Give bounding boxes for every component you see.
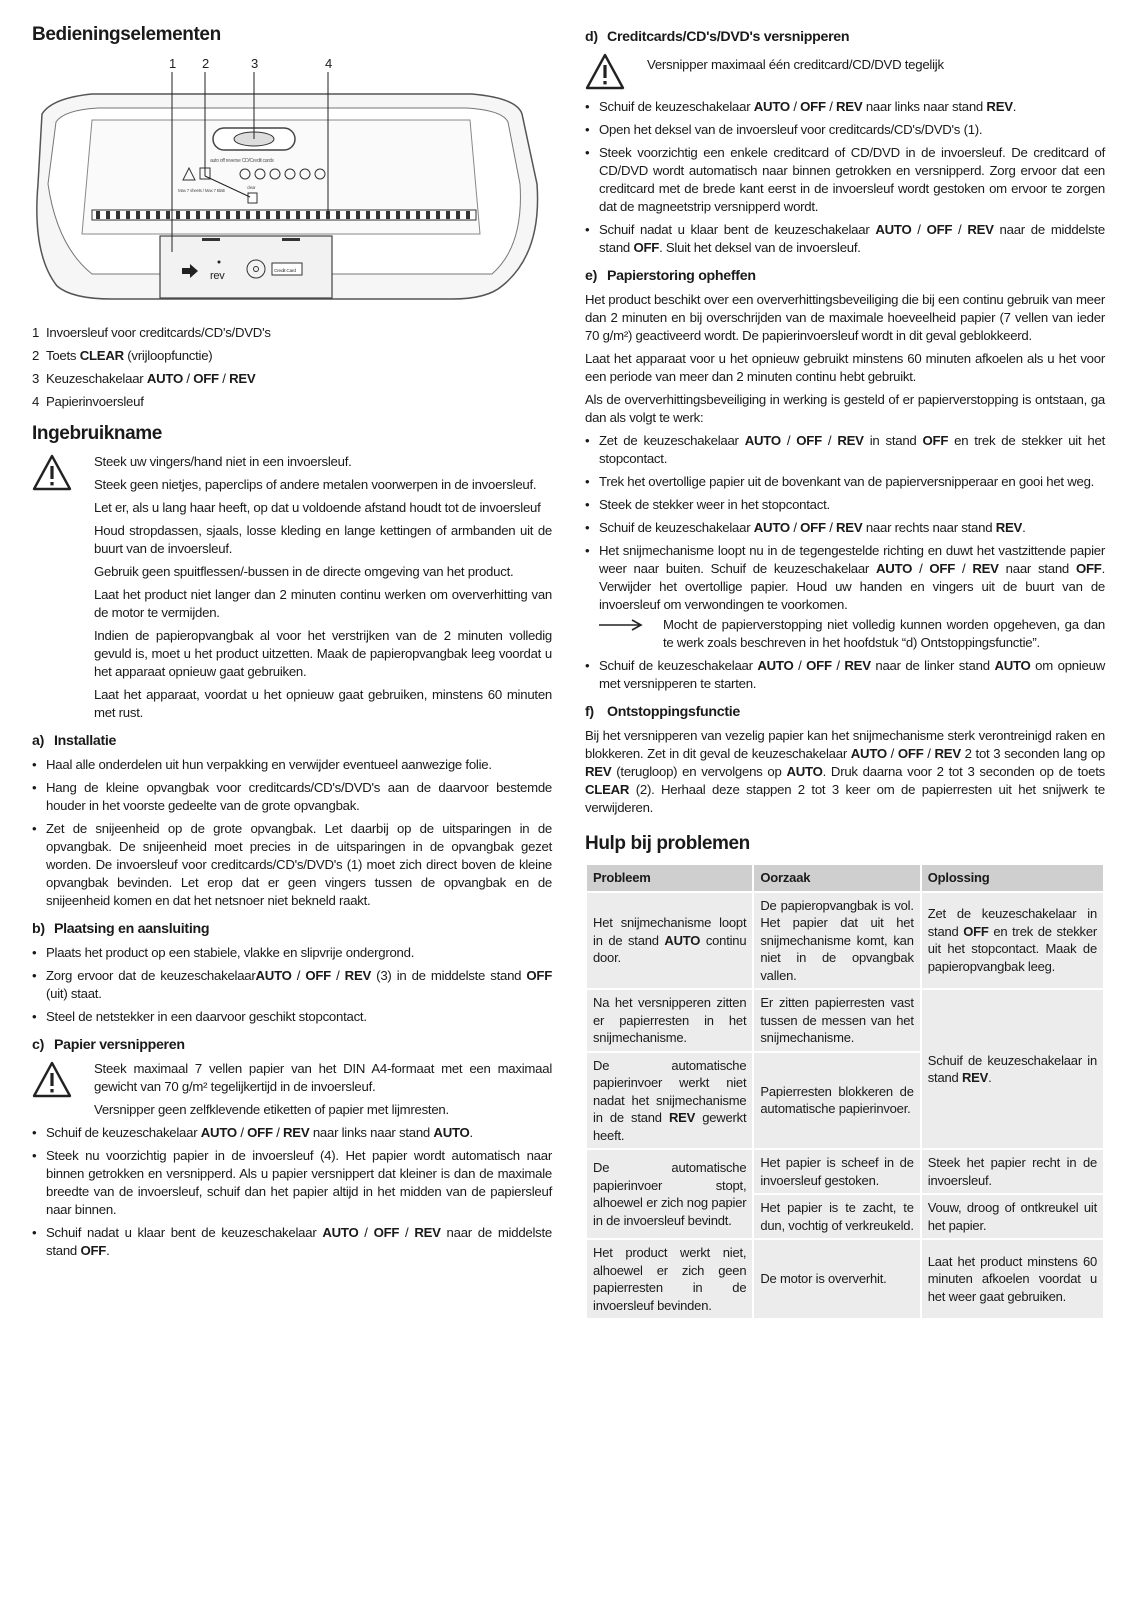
warning-text-7: Indien de papieropvangbak al voor het verstrijken van de 2 minuten volledig gevuld is, moet u het product uitzetten. Maak de papieropvangbak leeg voordat u het apparaat opnieuw gaat gebruiken. (94, 628, 552, 679)
warning-text-8: Laat het apparaat, voordat u het opnieuw gaat gebruiken, minstens 60 minuten met rust. (94, 687, 552, 720)
list-item: • Zorg ervoor dat de keuzeschakelaarAUTO / OFF / REV (3) in de middelste stand OFF (uit) staat. (32, 967, 552, 1003)
list-item: • Steel de netstekker in een daarvoor geschikt stopcontact. (32, 1008, 552, 1026)
callout-4: 4 (325, 56, 332, 71)
heading-installation: a) Installatie (32, 733, 117, 749)
list-item: • Schuif de keuzeschakelaar AUTO / OFF / REV naar rechts naar stand REV. (585, 519, 1105, 537)
clear-button-illustration (248, 193, 257, 203)
installation-list (32, 756, 552, 910)
warning-text-3: Let er, als u lang haar heeft, op dat u voldoende afstand houdt tot de invoersleuf (94, 500, 541, 515)
heading-troubleshooting: Hulp bij problemen (585, 833, 750, 854)
table-cell: De automatische papierinvoer stopt, alhoewel er zich nog papier in de invoersleuf bevindt. (586, 1149, 753, 1239)
list-item: • Haal alle onderdelen uit hun verpakking en verwijder eventueel aanwezige folie. (32, 756, 552, 774)
heading-cards: d) Creditcards/CD's/DVD's versnipperen (585, 29, 850, 45)
list-item: • Schuif de keuzeschakelaar AUTO / OFF / REV naar links naar stand AUTO. (32, 1124, 552, 1142)
heading-start: Ingebruikname (32, 423, 162, 444)
switch-caption: auto off reverse CD/Credit cards (210, 158, 274, 164)
warning-block-paper (32, 1060, 552, 1119)
list-item: • Steek voorzichtig een enkele creditcard of CD/DVD in de invoersleuf. De creditcard of CD/DVD wordt automatisch naar binnen getrokken en versnipperd. Zorg ervoor dat een creditcard met de brede kant eerst in de invoersleuf wordt gestoken om ervoor te zorgen dat de magneetstrip versnipperd wordt. (585, 144, 1105, 216)
list-item: • Schuif nadat u klaar bent de keuzeschakelaar AUTO / OFF / REV naar de middelste stand OFF. (32, 1224, 552, 1260)
callout-2: 2 (202, 56, 209, 71)
warning-text-1: Steek uw vingers/hand niet in een invoersleuf. (94, 454, 352, 469)
table-cell: De automatische papierinvoer werkt niet nadat het snijmechanisme in de stand REV gewerkt heeft. (586, 1052, 753, 1150)
list-item: • Het snijmechanisme loopt nu in de tegengestelde richting en duwt het vastzittende papier weer naar buiten. Schuif de keuzeschakelaar AUTO / OFF / REV naar stand OFF. Verwijder het overtollige papier. Houd uw handen en vingers uit de buurt van de invoersleuf om verwondingen te voorkomen. Mocht de papierverstopping niet volledig kunnen worden opgeheven, ga dan te werk zoals beschreven in het hoofdstuk “d) Ontstoppingsfunctie”. (585, 542, 1105, 652)
heading-shredding-paper: c) Papier versnipperen (32, 1037, 185, 1053)
table-cell: Laat het product minstens 60 minuten afkoelen voordat u het weer gaat gebruiken. (921, 1239, 1104, 1319)
list-item: • Schuif de keuzeschakelaar AUTO / OFF / REV naar links naar stand REV. (585, 98, 1105, 116)
paragraph: Als de oververhittingsbeveiliging in werking is gesteld of er papierverstopping is ontstaan, ga dan als volgt te werk: (585, 392, 1105, 425)
list-item: • Zet de keuzeschakelaar AUTO / OFF / REV in stand OFF en trek de stekker uit het stopcontact. (585, 432, 1105, 468)
warning-text: Versnipper geen zelfklevende etiketten of papier met lijmresten. (94, 1102, 449, 1117)
control-item-4: 4 Papierinvoersleuf (32, 394, 144, 409)
table-row (586, 892, 1104, 990)
list-item: • Steek de stekker weer in het stopcontact. (585, 496, 1105, 514)
warning-text: Steek maximaal 7 vellen papier van het DIN A4-formaat met een maximaal gewicht van 70 g/m² tegelijkertijd in de invoersleuf. (94, 1061, 552, 1094)
control-item-2: 2 Toets CLEAR (vrijloopfunctie) (32, 348, 213, 363)
list-item: • Open het deksel van de invoersleuf voor creditcards/CD's/DVD's (1). (585, 121, 1105, 139)
heading-unblock: f) Ontstoppingsfunctie (585, 704, 741, 720)
table-cell: Vouw, droog of ontkreukel uit het papier. (921, 1194, 1104, 1239)
table-cell: Er zitten papierresten vast tussen de messen van het snijmechanisme. (753, 989, 920, 1052)
warning-text: Versnipper maximaal één creditcard/CD/DVD tegelijk (647, 57, 944, 72)
heading-paper-jam: e) Papierstoring opheffen (585, 268, 756, 284)
warning-text-2: Steek geen nietjes, paperclips of andere metalen voorwerpen in de invoersleuf. (94, 477, 537, 492)
warning-block-start (32, 453, 552, 722)
column-header: Oorzaak (753, 864, 920, 892)
table-cell: Steek het papier recht in de invoersleuf. (921, 1149, 1104, 1194)
placement-list (32, 944, 552, 1026)
callout-1: 1 (169, 56, 176, 71)
cards-list (585, 98, 1105, 257)
control-item-3: 3 Keuzeschakelaar AUTO / OFF / REV (32, 371, 256, 386)
control-item-1: 1 Invoersleuf voor creditcards/CD's/DVD's (32, 325, 271, 340)
troubleshooting-table (585, 863, 1105, 1320)
table-cell: Het papier is scheef in de invoersleuf gestoken. (753, 1149, 920, 1194)
table-cell: De motor is oververhit. (753, 1239, 920, 1319)
table-row (586, 989, 1104, 1052)
warning-block-cards (585, 52, 1105, 92)
paragraph: Het product beschikt over een oververhittingsbeveiliging die bij een continu gebruik van meer dan 2 minuten en bij overschrijden van de maximale hoeveelheid papier (7 vellen van ieder 70 g/m²) geactiveerd wordt. De papierinvoersleuf wordt in dit geval geblokkeerd. (585, 292, 1105, 343)
list-item: • Plaats het product op een stabiele, vlakke en slipvrije ondergrond. (32, 944, 552, 962)
credit-card-label: Credit Card (274, 269, 296, 274)
paragraph: Bij het versnipperen van vezelig papier kan het snijmechanisme sterk verontreinigd raken en blokkeren. Zet in dit geval de keuzeschakelaar AUTO / OFF / REV 2 tot 3 seconden lang op REV (terugloop) en vervolgens op AUTO. Druk daarna voor 2 tot 3 seconden op de toets CLEAR (2). Herhaal deze stappen 2 tot 3 keer om de papierresten uit het snijwerk te verwijderen. (585, 728, 1105, 815)
list-item: • Zet de snijeenheid op de grote opvangbak. Let daarbij op de uitsparingen in de opvangbak. De snijeenheid moet precies in de uitsparingen in de opvangbak gezet worden. De invoersleuf voor creditcards/CD's/DVD's (1) moet zich direct boven de kleine opvangbak bevinden. Let erop dat er geen vingers tussen de opvangbak en de snijeenheid komen en dat het netsnoer niet bekneld raakt. (32, 820, 552, 910)
note: Mocht de papierverstopping niet volledig kunnen worden opgeheven, ga dan te werk zoals beschreven in het hoofdstuk “d) Ontstoppingsfunctie”. (599, 616, 1105, 652)
column-header: Oplossing (921, 864, 1104, 892)
right-column (585, 26, 1105, 1320)
rev-label: rev (210, 270, 225, 282)
table-cell: Zet de keuzeschakelaar in stand OFF en trek de stekker uit het stopcontact. Maak de papieropvangbak leeg. (921, 892, 1104, 990)
list-item: • Trek het overtollige papier uit de bovenkant van de papierversnipperaar en gooi het weg. (585, 473, 1105, 491)
heading-controls: Bedieningselementen (32, 24, 221, 45)
callout-3: 3 (251, 56, 258, 71)
column-header: Probleem (586, 864, 753, 892)
shredder-illustration (32, 54, 552, 304)
table-cell: Papierresten blokkeren de automatische papierinvoer. (753, 1052, 920, 1150)
table-cell: Het papier is te zacht, te dun, vochtig of verkreukeld. (753, 1194, 920, 1239)
table-cell: Na het versnipperen zitten er papierresten in het snijmechanisme. (586, 989, 753, 1052)
table-cell: Het product werkt niet, alhoewel er zich geen papierresten in de invoersleuf bevinden. (586, 1239, 753, 1319)
warning-text-5: Gebruik geen spuitflessen/-bussen in de directe omgeving van het product. (94, 564, 514, 579)
list-item: • Schuif de keuzeschakelaar AUTO / OFF / REV naar de linker stand AUTO om opnieuw met versnipperen te starten. (585, 657, 1105, 693)
heading-placement: b) Plaatsing en aansluiting (32, 921, 210, 937)
warning-icon (32, 1060, 72, 1100)
warning-icon (32, 453, 72, 493)
warning-text-4: Houd stropdassen, sjaals, losse kleding en lange kettingen of armbanden uit de buurt van de invoersleuf. (94, 523, 552, 556)
clear-label: clear (247, 185, 256, 190)
table-row (586, 1149, 1104, 1194)
paper-jam-list (585, 432, 1105, 693)
warning-icon (585, 52, 625, 92)
arrow-right-icon (599, 618, 643, 632)
list-item: • Steek nu voorzichtig papier in de invoersleuf (4). Het papier wordt automatisch naar binnen getrokken en versnipperd. Als u papier versnippert dat kleiner is dan de maximale breedte van de invoersleuf, schuif dan het papier altijd in het midden van de papiersleuf naar binnen. (32, 1147, 552, 1219)
warning-text-6: Laat het product niet langer dan 2 minuten continu werken om oververhitting van de motor te vermijden. (94, 587, 552, 620)
shredder-diagram (32, 54, 552, 304)
table-cell: Het snijmechanisme loopt in de stand AUTO continu door. (586, 892, 753, 990)
table-row (586, 1239, 1104, 1319)
controls-list (32, 324, 552, 411)
left-column (32, 26, 552, 1265)
list-item: • Hang de kleine opvangbak voor creditcards/CD's/DVD's aan de daarvoor bestemde houder in het voorste gedeelte van de grote opvangbak. (32, 779, 552, 815)
table-cell: Schuif de keuzeschakelaar in stand REV. (921, 989, 1104, 1149)
shredding-paper-list (32, 1124, 552, 1260)
list-item: • Schuif nadat u klaar bent de keuzeschakelaar AUTO / OFF / REV naar de middelste stand OFF. Sluit het deksel van de invoersleuf. (585, 221, 1105, 257)
max-sheets-label: Max 7 sheets / Max 7 Blatt (178, 188, 225, 193)
paragraph: Laat het apparaat voor u het opnieuw gebruikt minstens 60 minuten afkoelen als u het voor een periode van meer dan 2 minuten continu hebt gebruikt. (585, 351, 1105, 384)
table-header-row (586, 864, 1104, 892)
table-cell: De papieropvangbak is vol. Het papier dat uit het snijmechanisme komt, kan niet in de opvangbak vallen. (753, 892, 920, 990)
